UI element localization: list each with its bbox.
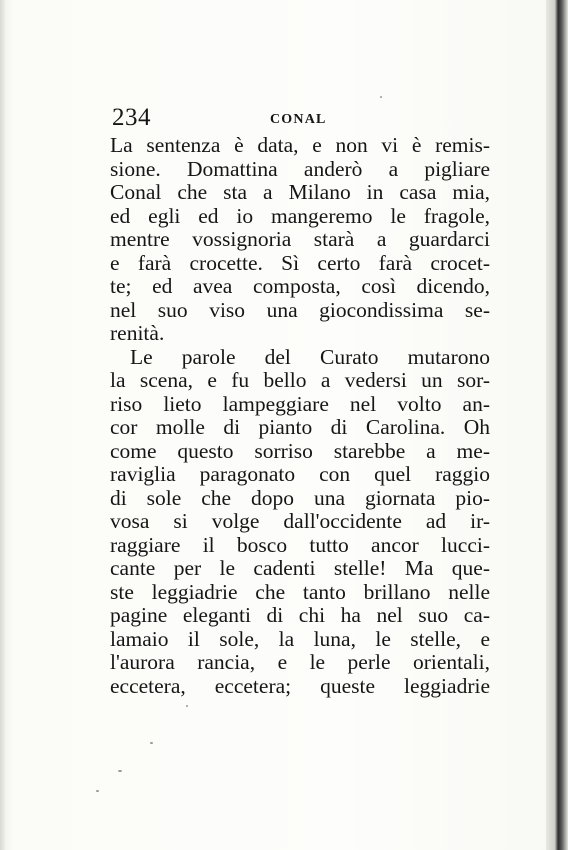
text-line-13: cor molle di pianto di Carolina. Oh: [110, 415, 490, 439]
text-line-1: La sentenza è data, e non vi è remis-: [110, 133, 490, 157]
page-edge-shadow: [0, 0, 6, 850]
paper-speck: [118, 770, 122, 772]
book-spine-edge: [546, 0, 568, 850]
text-line-2: sione. Domattina anderò a pigliare: [110, 156, 490, 181]
text-line-6: e farà crocette. Sì certo farà crocet-: [110, 250, 490, 275]
paper-speck: [380, 96, 382, 98]
text-line-24: eccetera, eccetera; queste leggiadrie: [110, 673, 490, 698]
text-line-18: raggiare il bosco tutto ancor lucci-: [110, 532, 490, 557]
text-line-22: lamaio il sole, la luna, le stelle, e: [110, 626, 490, 651]
paper-speck: [186, 705, 188, 707]
text-line-9: renità.: [110, 321, 165, 345]
text-line-17: vosa si volge dall'occidente ad ir-: [110, 509, 490, 533]
text-line-12: riso lieto lampeggiare nel volto an-: [110, 391, 490, 416]
running-head: [112, 104, 490, 134]
text-line-8: nel suo viso una giocondissima se-: [110, 297, 490, 322]
text-line-10: Le parole del Curato mutarono: [130, 344, 490, 369]
body-text: [110, 134, 490, 698]
text-line-7: te; ed avea composta, così dicendo,: [110, 274, 490, 298]
text-line-4: ed egli ed io mangeremo le fragole,: [110, 203, 490, 228]
text-line-14: come questo sorriso starebbe a me-: [110, 438, 490, 463]
paper-speck: [150, 742, 153, 744]
text-line-15: raviglia paragonato con quel raggio: [110, 462, 490, 486]
text-line-16: di sole che dopo una giornata pio-: [110, 485, 490, 510]
text-line-11: la scena, e fu bello a vedersi un sor-: [110, 368, 490, 392]
paper-speck: [96, 790, 99, 792]
text-line-3: Conal che sta a Milano in casa mia,: [110, 180, 490, 204]
text-line-21: pagine eleganti di chi ha nel suo ca-: [110, 603, 490, 627]
text-line-20: ste leggiadrie che tanto brillano nelle: [110, 579, 490, 604]
text-line-23: l'aurora rancia, e le perle orientali,: [110, 650, 490, 674]
page-number: 234: [112, 104, 151, 131]
text-line-5: mentre vossignoria starà a guardarci: [110, 227, 490, 251]
running-title: CONAL: [270, 112, 327, 127]
text-line-19: cante per le cadenti stelle! Ma que-: [110, 556, 490, 580]
